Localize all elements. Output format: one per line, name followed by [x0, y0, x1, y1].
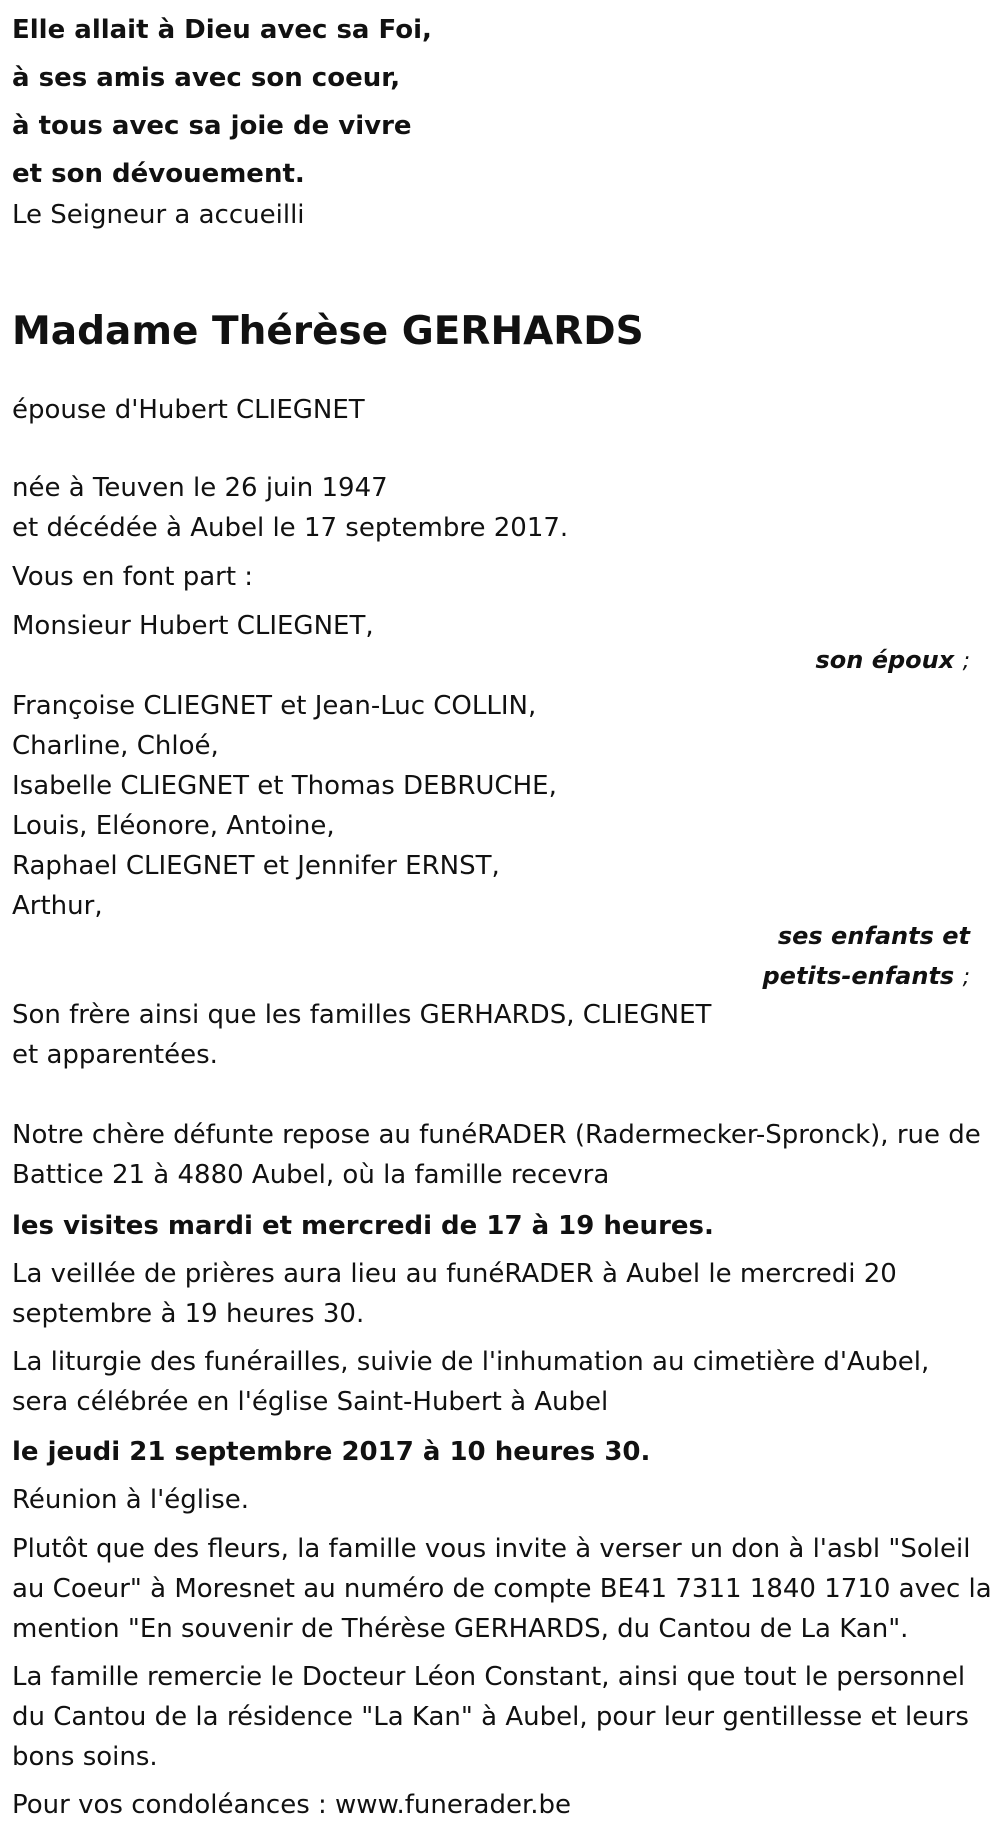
thanks-paragraph: La famille remercie le Docteur Léon Constant, ainsi que tout le personnel du Cantou de la résidence "La Kan" à Aubel, pour leur gentillesse et leurs bons soins. — [12, 1662, 969, 1772]
husband-role — [815, 640, 970, 682]
list-item: Raphael CLIEGNET et Jennifer ERNST, — [12, 851, 500, 881]
list-item: Louis, Eléonore, Antoine, — [12, 811, 335, 841]
list-item: Arthur, — [12, 891, 103, 921]
condolences-line: Pour vos condoléances : www.funerader.be — [12, 1790, 572, 1820]
announce-line: Vous en font part : — [12, 562, 254, 592]
birth-line: née à Teuven le 26 juin 1947 — [12, 473, 388, 503]
children-role-2 — [763, 956, 971, 998]
donation-paragraph: Plutôt que des fleurs, la famille vous invite à verser un don à l'asbl "Soleil au Coeur" à Moresnet au numéro de compte BE41 7311 1840 1710 avec la mention "En souvenir de Thérèse GERHARDS, du Cantou de La Kan". — [12, 1534, 992, 1644]
children-role — [778, 916, 970, 956]
children-role-line-1: ses enfants et — [777, 922, 970, 950]
children-list — [12, 686, 557, 926]
list-item: Charline, Chloé, — [12, 731, 219, 761]
husband-name: Monsieur Hubert CLIEGNET, — [12, 611, 374, 641]
husband-role-separator: ; — [962, 649, 970, 674]
epigraph-line: à ses amis avec son coeur, — [12, 63, 401, 93]
family-line: Son frère ainsi que les familles GERHARDS, CLIEGNET — [12, 1000, 712, 1030]
death-line: et décédée à Aubel le 17 septembre 2017. — [12, 513, 569, 543]
obituary-notice — [12, 0, 992, 1844]
children-role-separator: ; — [962, 965, 970, 990]
spouse-line: épouse d'Hubert CLIEGNET — [12, 395, 365, 425]
list-item: Isabelle CLIEGNET et Thomas DEBRUCHE, — [12, 771, 557, 801]
family-line: et apparentées. — [12, 1040, 218, 1070]
deceased-name: Madame Thérèse GERHARDS — [12, 309, 644, 354]
husband-role-text: son époux — [815, 646, 955, 674]
epigraph-line: et son dévouement. — [12, 159, 305, 189]
epigraph — [12, 6, 432, 198]
liturgy-date-line: le jeudi 21 septembre 2017 à 10 heures 30. — [12, 1437, 651, 1467]
meeting-line: Réunion à l'église. — [12, 1485, 250, 1515]
rest-paragraph: Notre chère défunte repose au funéRADER (Radermecker-Spronck), rue de Battice 21 à 4880 Aubel, où la famille recevra — [12, 1120, 981, 1190]
list-item: Françoise CLIEGNET et Jean-Luc COLLIN, — [12, 691, 537, 721]
epigraph-line: Elle allait à Dieu avec sa Foi, — [12, 15, 432, 45]
children-role-line-2: petits-enfants — [762, 962, 955, 990]
intro-text: Le Seigneur a accueilli — [12, 200, 305, 230]
epigraph-line: à tous avec sa joie de vivre — [12, 111, 412, 141]
visits-line: les visites mardi et mercredi de 17 à 19 heures. — [12, 1211, 714, 1241]
family-block — [12, 995, 711, 1075]
liturgy-paragraph: La liturgie des funérailles, suivie de l'inhumation au cimetière d'Aubel, sera célébrée en l'église Saint-Hubert à Aubel — [12, 1347, 930, 1417]
vigil-paragraph: La veillée de prières aura lieu au funéRADER à Aubel le mercredi 20 septembre à 19 heures 30. — [12, 1259, 897, 1329]
